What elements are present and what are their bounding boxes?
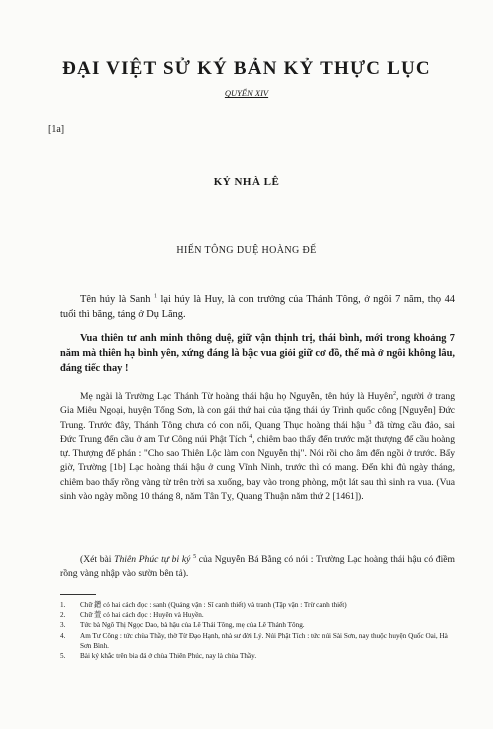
volume-subtitle: QUYỂN XIV	[224, 88, 269, 98]
footnote-1	[60, 600, 460, 610]
paragraph-3-text-a: Mẹ ngài là Trường Lạc Thánh Từ hoàng thái hậu họ Nguyễn, tên húy là Huyên	[80, 391, 394, 402]
footnote-2	[60, 610, 460, 620]
footnote-ref-5: 5	[193, 553, 197, 560]
footnote-number: 1.	[60, 601, 66, 609]
page-marker: [1a]	[48, 124, 65, 135]
footnote-text: Chữ 萱 có hai cách đọc : Huyên và Huyền.	[80, 611, 204, 620]
paragraph-1-text-a: Tên húy là Sanh	[80, 294, 151, 305]
paragraph-3-text-d: , chiêm bao thấy đến trước mặt thượng đế cầu hoàng tự. Thượng đế phán : "Cho sao Thiên Lộc làm con Nguyễn thị". Nói rồi cho âm đến ngồi ở trước. Bấy giờ, Trường [1b] Lạc hoàng thái hậu ở cung Vĩnh Ninh, trước thì có mang. Đến khi đủ ngày tháng, chiêm bao thấy rồng vàng từ trên trời sa xuống, bay vào trong phòng, một lát sau thì sinh ra vua. (Vua sinh vào ngày mồng 10 tháng 8, năm Tân Tỵ, Quang Thuận năm thứ 2 [1461]).	[60, 433, 455, 503]
footnote-text: Tức bà Ngô Thị Ngọc Dao, bà hậu của Lê Thái Tông, mẹ của Lê Thánh Tông.	[80, 621, 305, 630]
paragraph-1-text-b: lại húy là Huy, là con trưởng của Thánh Tông, ở ngôi 7 năm, thọ 44 tuổi thì băng, táng ở Dụ Lăng.	[60, 294, 455, 320]
footnote-ref-2: 2	[393, 390, 397, 397]
footnote-number: 2.	[60, 611, 66, 620]
footnote-divider	[60, 594, 96, 595]
paragraph-4-text-b: của Nguyễn Bá Bằng có nói : Trường Lạc hoàng thái hậu có điềm rồng vàng nhập vào sườn bên tả).	[60, 554, 455, 580]
paragraph-3-text-c: đã từng cầu đảo, sai Đức Trung đến cầu ở am Tư Công núi Phật Tích	[60, 419, 455, 445]
footnote-number: 5.	[60, 652, 66, 661]
section-title: KỶ NHÀ LÊ	[213, 176, 280, 188]
page-title: ĐẠI VIỆT SỬ KÝ BẢN KỶ THỰC LỤC	[62, 58, 431, 79]
paragraph-2: Vua thiên tư anh minh thông duệ, giữ vận thịnh trị, thái bình, mới trong khoảng 7 năm mà thiên hạ bình yên, xứng đáng là bậc vua giỏi giữ cơ đồ, thế mà ở ngôi không lâu, đáng tiếc thay !	[60, 333, 455, 374]
paragraph-4-text-a: (Xét bài	[80, 554, 115, 565]
footnote-4	[60, 631, 460, 651]
footnote-text: Bài ký khắc trên bia đá ở chùa Thiên Phúc, nay là chùa Thầy.	[80, 652, 257, 661]
section-subtitle: HIẾN TÔNG DUỆ HOÀNG ĐẾ	[176, 245, 317, 256]
footnote-text: Chữ 鏳 có hai cách đọc : sanh (Quảng vận : Sĩ canh thiết) và tranh (Tập vận : Trừ canh thiết)	[80, 601, 347, 609]
footnote-ref-4: 4	[249, 433, 253, 440]
paragraph-3	[60, 390, 455, 504]
footnote-ref-1: 1	[154, 293, 157, 300]
footnote-ref-3: 3	[368, 419, 372, 426]
footnote-3	[60, 620, 460, 630]
footnotes	[60, 600, 460, 661]
footnote-number: 4.	[60, 631, 66, 640]
footnote-text: Am Tư Công : tức chùa Thầy, thờ Từ Đạo Hạnh, nhà sư đời Lý. Núi Phật Tích : tức núi Sài Sơn, nay thuộc huyện Quốc Oai, Hà Sơn Bình.	[80, 631, 448, 650]
paragraph-4	[60, 553, 455, 582]
paragraph-3-text-b: , người ở trang Gia Miêu Ngoại, huyện Tống Sơn, là con gái thứ hai của tặng thái úy Trình quốc công [Nguyễn] Đức Trung. Trước đây, Thánh Tông chưa có con nối, Quang Thục hoàng thái hậu	[60, 391, 455, 431]
footnote-number: 3.	[60, 621, 66, 630]
paragraph-4-italic-title: Thiên Phúc tự bi ký	[114, 554, 191, 565]
footnote-5	[60, 651, 460, 661]
paragraph-1	[60, 292, 455, 322]
